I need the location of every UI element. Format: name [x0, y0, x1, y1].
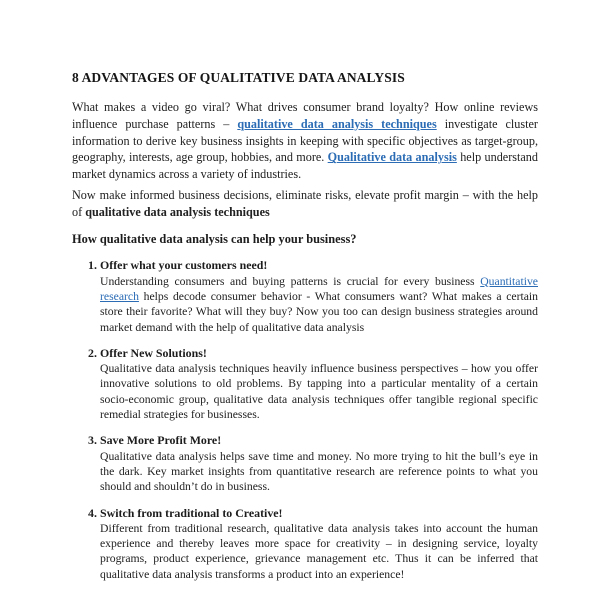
- advantage-4-heading: Switch from traditional to Creative!: [100, 505, 283, 520]
- advantage-3-body: Qualitative data analysis helps save time and money. No more trying to hit the bull’s eye in the dark. Key market insights from quantitative research are reference points to what you should and shouldn’t do in business.: [100, 449, 538, 494]
- list-number-1: 1.: [88, 258, 97, 273]
- advantage-item-4: [72, 506, 538, 582]
- advantage-item-3: [72, 433, 538, 494]
- advantage-4-body: Different from traditional research, qualitative data analysis takes into account the human experience and thereby leaves more space for creativity – in designing service, loyalty programs, product experience, grievance management etc. Thus it can be inferred that qualitative data analysis transforms a product into an experience!: [100, 521, 538, 581]
- advantage-1-body: [100, 274, 538, 335]
- link-qualitative-data-analysis[interactable]: Qualitative data analysis: [327, 150, 457, 165]
- document-title: 8 ADVANTAGES OF QUALITATIVE DATA ANALYSIS: [72, 70, 405, 85]
- cta-text: Now make informed business decisions, eliminate risks, elevate profit margin – with the help of: [72, 187, 538, 219]
- advantage-item-1: [72, 258, 538, 334]
- list-number-3: 3.: [88, 433, 97, 448]
- advantage-1-heading: Offer what your customers need!: [100, 258, 268, 273]
- advantage-1-text-2: helps decode consumer behavior - What consumers want? What makes a certain store their favorite? What will they buy? Now you too can design business strategies around market demand with the help of qualitative data analysis: [100, 289, 538, 334]
- list-number-4: 4.: [88, 505, 97, 520]
- advantage-2-body: Qualitative data analysis techniques heavily influence business perspectives – how you offer innovative solutions to old problems. By tapping into a particular mentality of a certain socio-economic group, qualitative data analysis techniques offer tangible regional specific remedial strategies for businesses.: [100, 362, 538, 422]
- list-number-2: 2.: [88, 345, 97, 360]
- advantage-2-heading: Offer New Solutions!: [100, 345, 207, 360]
- intro-paragraph: [72, 99, 538, 183]
- intro-text-2: investigate cluster information to derive key business insights in keeping with specific objectives as target-group, geography, interests, age group, hobbies, and more.: [72, 116, 538, 165]
- advantage-1-text-1: Understanding consumers and buying patterns is crucial for every business: [100, 274, 481, 288]
- section-heading: How qualitative data analysis can help your business?: [72, 231, 357, 246]
- intro-text-3: help understand market dynamics across a variety of industries.: [72, 150, 538, 182]
- advantage-3-heading: Save More Profit More!: [100, 433, 222, 448]
- intro-text-1: What makes a video go viral? What drives consumer brand loyalty? How online reviews influence purchase patterns –: [72, 100, 538, 131]
- advantages-list: [72, 258, 538, 582]
- link-qualitative-data-analysis-techniques[interactable]: qualitative data analysis techniques: [237, 116, 437, 131]
- cta-paragraph: [72, 187, 538, 221]
- link-quantitative-research[interactable]: Quantitative research: [100, 274, 538, 303]
- cta-bold-text: qualitative data analysis techniques: [85, 204, 270, 219]
- advantage-item-2: [72, 346, 538, 422]
